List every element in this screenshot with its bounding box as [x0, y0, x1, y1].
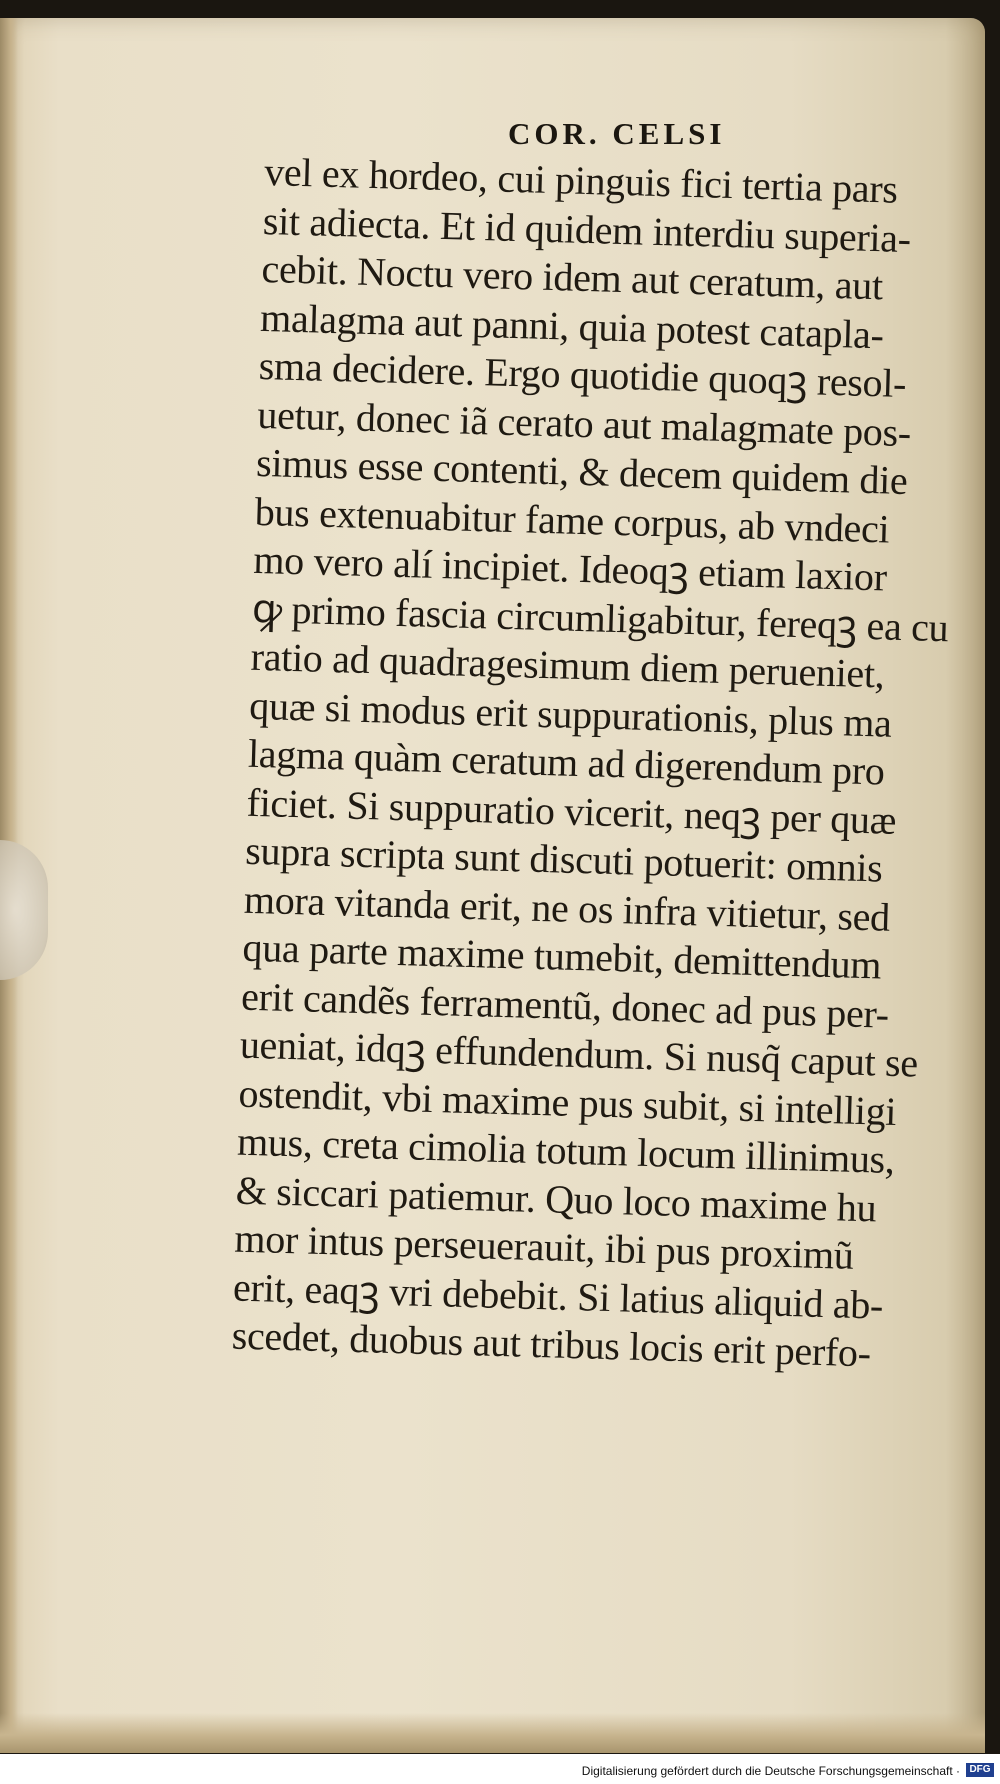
text-line: ꝙ primo fascia circumligabitur, fereqꝫ ea cu: [251, 585, 949, 650]
text-line: uetur, donec iã cerato aut malagmate pos-: [256, 391, 912, 455]
text-line: quæ si modus erit suppurationis, plus ma: [248, 682, 893, 746]
text-line: bus extenuabitur fame corpus, ab vndeci: [254, 488, 890, 552]
text-line: scedet, duobus aut tribus locis erit perfo-: [231, 1312, 872, 1376]
text-line: mor intus perseuerauit, ibi pus proximũ: [233, 1215, 855, 1278]
text-line: ficiet. Si suppuratio vicerit, neqꝫ per quæ: [246, 779, 897, 843]
digitization-credit: Digitalisierung gefördert durch die Deutsche Forschungsgemeinschaft ·: [581, 1764, 960, 1778]
text-line: sit adiecta. Et id quidem interdiu superia-: [262, 197, 912, 261]
text-line: mora vitanda erit, ne os infra vitietur, sed: [243, 876, 891, 940]
text-line: ostendit, vbi maxime pus subit, si intelligi: [237, 1070, 897, 1134]
text-block: [231, 148, 965, 1380]
text-line: mus, creta cimolia totum locum illinimus,: [236, 1118, 896, 1182]
text-line: qua parte maxime tumebit, demittendum: [242, 924, 882, 988]
text-line: erit candẽs ferramentũ, donec ad pus per-: [240, 973, 890, 1037]
dfg-logo-badge: DFG: [966, 1763, 994, 1777]
text-line: mo vero alí incipiet. Ideoqꝫ etiam laxior: [252, 536, 888, 600]
text-line: lagma quàm ceratum ad digerendum pro: [247, 730, 886, 794]
text-line: supra scripta sunt discuti potuerit: omnis: [244, 827, 884, 891]
text-line: cebit. Noctu vero idem aut ceratum, aut: [261, 245, 884, 309]
text-line: vel ex hordeo, cui pinguis fici tertia pars: [263, 148, 899, 212]
text-line: ratio ad quadragesimum diem perueniet,: [250, 633, 886, 697]
running-head: COR. CELSI: [508, 116, 726, 151]
footer-bar: [0, 1754, 1000, 1784]
text-line: & siccari patiemur. Quo loco maxime hu: [235, 1167, 877, 1230]
text-line: ueniat, idqꝫ effundendum. Si nusq̃ caput se: [239, 1021, 919, 1086]
page-bottom-edge: [0, 1713, 985, 1753]
text-line: erit, eaqꝫ vri debebit. Si latius aliquid ab-: [232, 1264, 884, 1328]
text-line: malagma aut panni, quia potest catapla-: [259, 294, 885, 357]
text-line: simus esse contenti, & decem quidem die: [255, 439, 909, 504]
text-line: sma decidere. Ergo quotidie quoqꝫ resol-: [258, 342, 907, 406]
